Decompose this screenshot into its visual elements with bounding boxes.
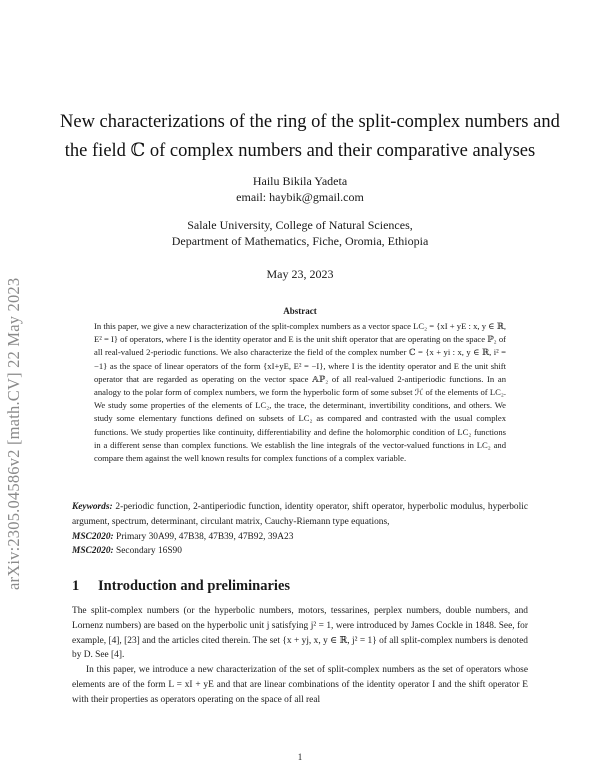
abstract-heading: Abstract — [283, 306, 317, 316]
abstract-body: In this paper, we give a new characterization of the split-complex numbers as a vector space LC₂ = {xI + yE : x, y ∈ ℝ, E² = I} of operators, where I is the identity operator and E is the unit shift operator that are operating on the space ℙ₂ of all real-valued 2-periodic functions. We also characterize the field of the complex number ℂ = {x + yi : x, y ∈ ℝ, i² = −1} as the space of linear operators of the form {xI+yE, E² = −I}, where I is the identity operator and E the unit shift operator that are regarded as operating on the vector space 𝔸ℙ₂ of all real-valued 2-antiperiodic functions. In an analogy to the polar form of complex numbers, we form the hyperbolic form of some subset ℋ of the elements of LC₂. We study some properties of the elements of LC₂, the trace, the determinant, invertibility conditions, and others. We study some elementary functions defined on subsets of LC₂ as compared and contrasted with the usual complex functions. We study properties like continuity, differentiability and define the holomorphic condition of LC₂ functions in a different sense than complex functions. We establish the line integrals of the vector-valued functions in LC₂ and compare them against the well known results for complex functions of a complex variable. — [94, 321, 506, 464]
paper-title — [60, 108, 560, 166]
paragraph-2: In this paper, we introduce a new characterization of the set of split-complex numbers as the set of operators whose elements are of the form L = xI + yE and that are linear combinations of the identity operator I and the shift operator E with their properties as operators operating on the space of all real — [72, 665, 528, 705]
msc-primary-label: MSC2020: — [72, 531, 114, 542]
affiliation-line-2: Department of Mathematics, Fiche, Oromia, Ethiopia — [171, 234, 429, 248]
author-email: email: haybik@gmail.com — [236, 190, 364, 204]
arxiv-identifier-stamp: arXiv:2305.04586v2 [math.CV] 22 May 2023 — [4, 277, 23, 590]
keywords-line — [72, 500, 528, 530]
introduction-body — [72, 604, 528, 708]
keywords-block — [72, 500, 528, 559]
msc-primary-text: Primary 30A99, 47B38, 47B39, 47B92, 39A23 — [116, 531, 294, 542]
page-number: 1 — [297, 752, 303, 762]
msc-secondary-line — [72, 544, 528, 559]
section-number: 1 — [72, 578, 80, 594]
author-name: Hailu Bikila Yadeta — [252, 174, 348, 188]
affiliation-line-1: Salale University, College of Natural Sciences, — [187, 218, 413, 232]
msc-secondary-text: Secondary 16S90 — [116, 546, 182, 557]
msc-primary-line — [72, 530, 528, 545]
paper-date: May 23, 2023 — [266, 267, 334, 281]
section-title: Introduction and preliminaries — [98, 578, 291, 594]
keywords-label: Keywords: — [72, 502, 113, 512]
title-line-2: the field ℂ of complex numbers and their comparative analyses — [64, 141, 536, 161]
title-line-1: New characterizations of the ring of the split-complex numbers and — [60, 112, 560, 132]
keywords-text: 2-periodic function, 2-antiperiodic function, identity operator, shift operator, hyperbolic modulus, hyperbolic argument, spectrum, determinant, circulant matrix, Cauchy-Riemann type equations, — [72, 502, 528, 527]
msc-secondary-label: MSC2020: — [72, 546, 114, 557]
paragraph-1: The split-complex numbers (or the hyperbolic numbers, motors, tessarines, perplex numbers, double numbers, and Lornenz numbers) are based on the hyperbolic unit j satisfying j² = 1, were introduced by James Cockle in 1848. See, for example, [4], [23] and the articles cited therein. The set {x + yj, x, y ∈ ℝ, j² = 1} of all split-complex numbers is denoted by D. See [4]. — [72, 606, 528, 661]
section-heading — [72, 578, 290, 595]
